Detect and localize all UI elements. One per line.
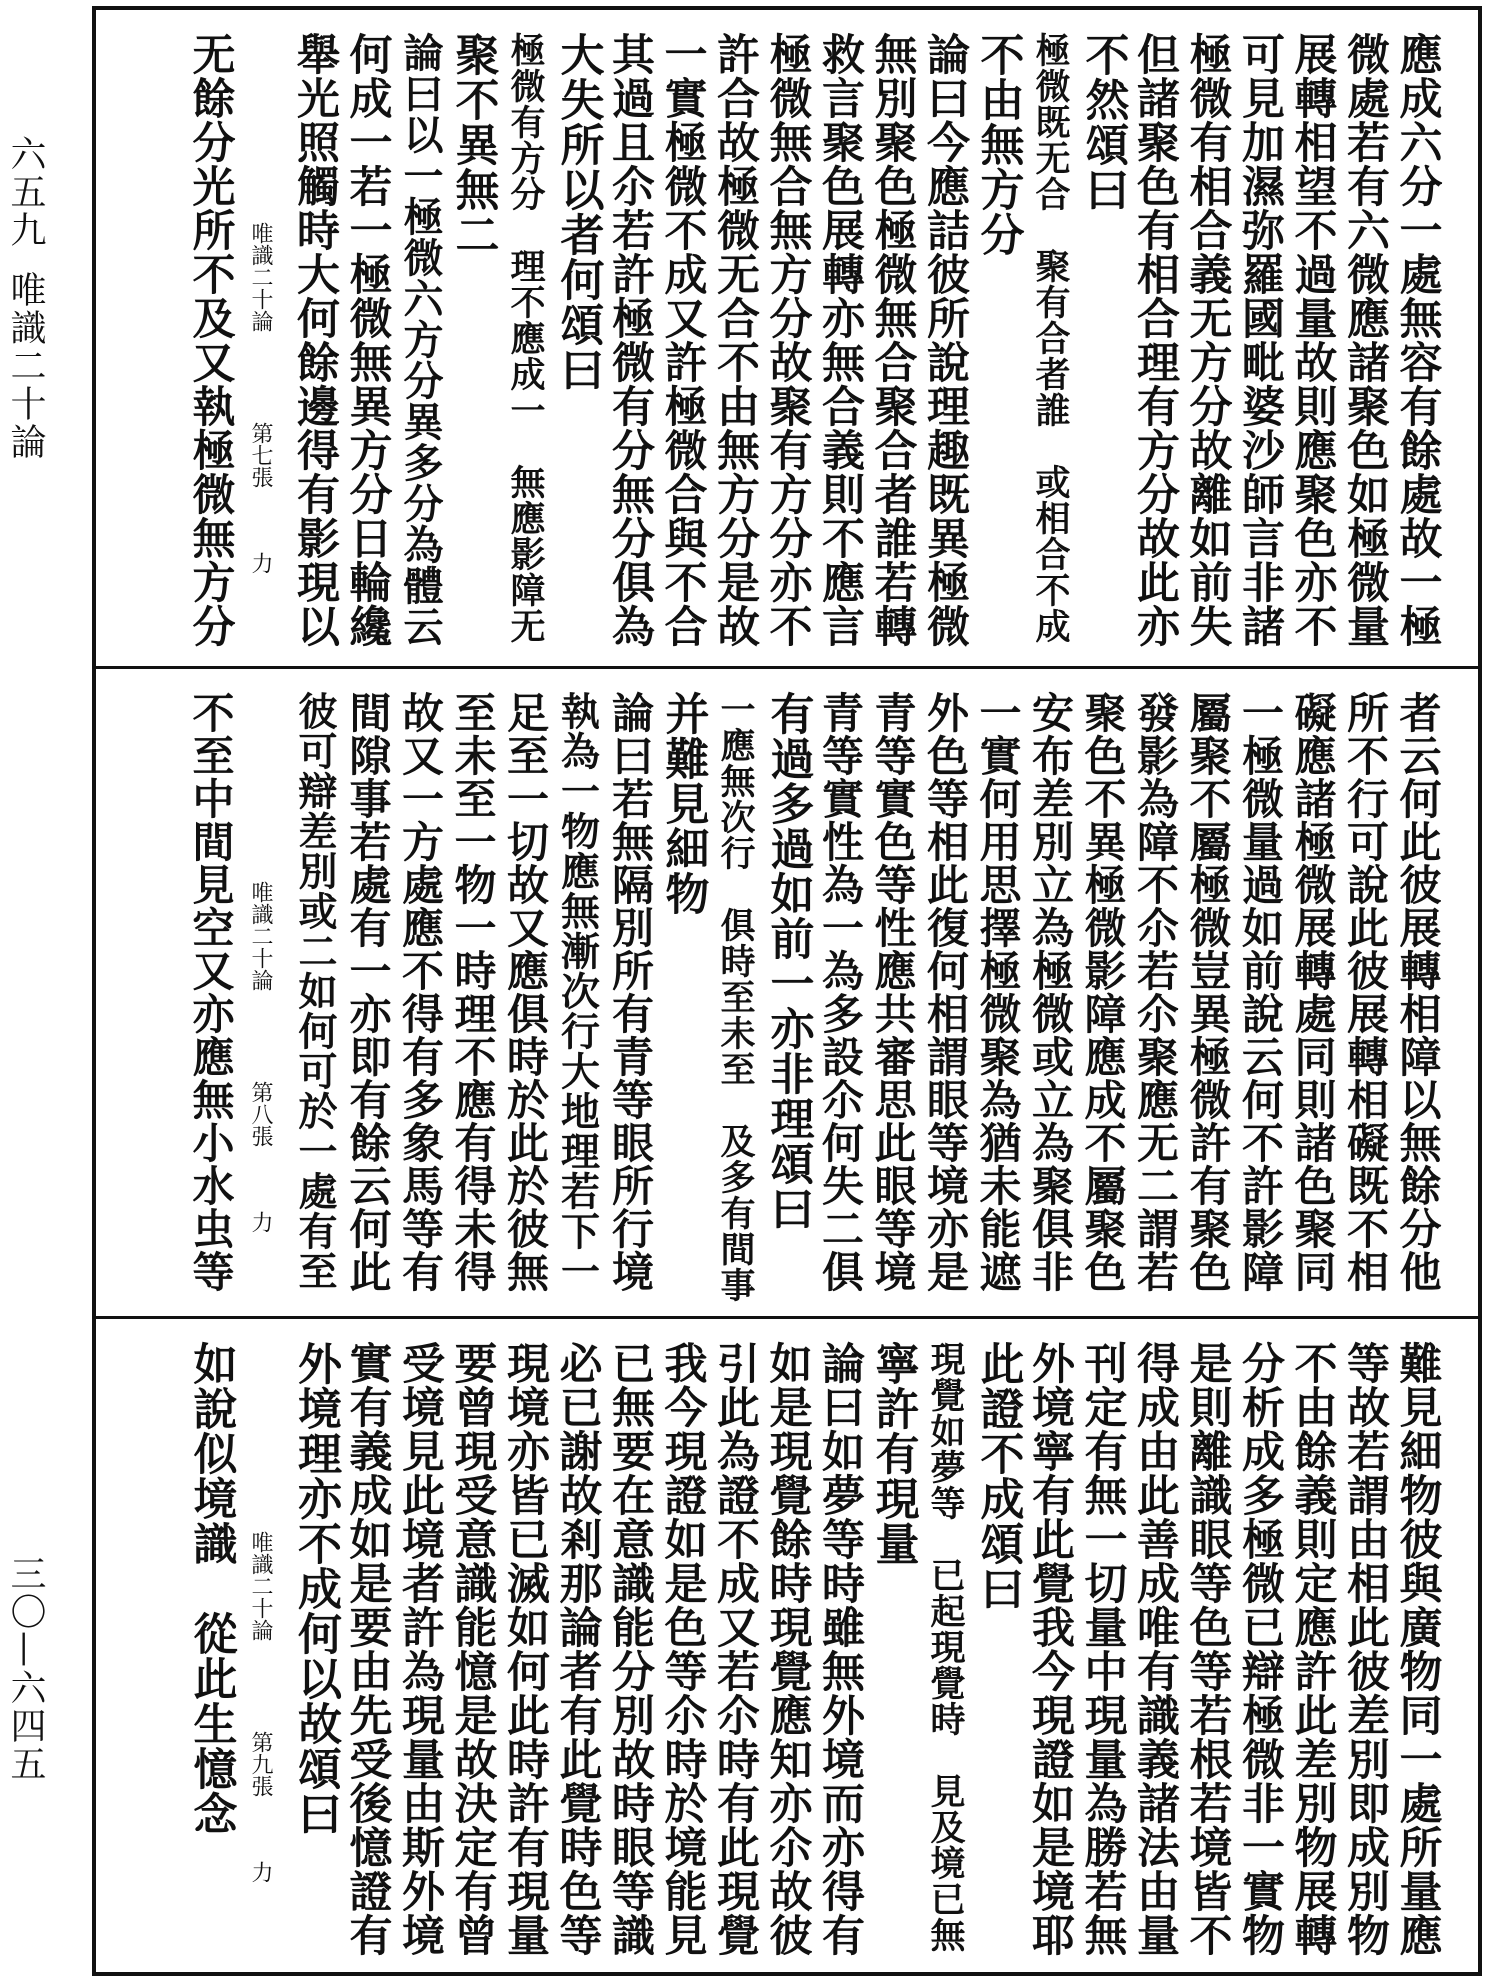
column-text: 外境理亦不成何以故頌曰 xyxy=(290,1341,341,1836)
column-text: 舉光照觸時大何餘邊得有影現以 xyxy=(290,32,340,648)
text-column xyxy=(604,691,657,1304)
text-column xyxy=(814,691,867,1304)
text-column xyxy=(709,1341,762,1960)
folio-carver-mark: 力 xyxy=(248,1861,273,1883)
column-text: 受境見此境者許為現量由斯外境 xyxy=(395,1341,445,1957)
text-column xyxy=(552,1341,605,1960)
column-text: 聚不異無二 xyxy=(447,32,499,257)
text-column xyxy=(1339,1341,1392,1960)
text-column xyxy=(867,32,920,654)
column-text: 得成由此善成唯有識義諸法由量 xyxy=(1130,1341,1180,1957)
text-column xyxy=(1339,691,1392,1304)
column-text: 有過多過如前一亦非理頌曰 xyxy=(762,691,814,1231)
column-text: 現境亦皆已滅如何此時許有現量 xyxy=(500,1341,550,1957)
text-column xyxy=(1024,32,1077,654)
folio-leaf-number: 第七張 xyxy=(248,422,273,488)
column-text: 寧許有現量 xyxy=(867,1341,919,1566)
text-column xyxy=(342,1341,395,1960)
text-column xyxy=(709,32,762,654)
text-column xyxy=(762,1341,815,1960)
column-text: 不由無方分 xyxy=(972,32,1024,257)
text-column xyxy=(762,32,815,654)
page-frame xyxy=(92,6,1482,1976)
text-column xyxy=(1077,691,1130,1304)
column-text: 何成一若一極微無異方分日輪纔 xyxy=(342,32,393,648)
text-column xyxy=(185,1341,238,1960)
column-text: 微處若有六微應諸聚色如極微量 xyxy=(1340,32,1390,648)
folio-carver-mark: 力 xyxy=(248,1211,273,1233)
column-text: 救言聚色展轉亦無合義則不應言 xyxy=(815,32,865,648)
text-column xyxy=(289,1341,342,1960)
text-column xyxy=(342,691,395,1304)
folio-leaf-number: 第八張 xyxy=(248,1081,273,1147)
text-column xyxy=(447,1341,500,1960)
text-column xyxy=(657,691,710,1304)
text-column xyxy=(1392,1341,1445,1960)
text-column xyxy=(1339,32,1392,654)
column-text: 論曰以一極微六方分異多分為體云 xyxy=(397,32,444,647)
column-text: 等故若謂由相此彼差別即成別物 xyxy=(1340,1341,1390,1957)
text-column xyxy=(1392,32,1445,654)
column-text: 極微無合無方分故聚有方分亦不 xyxy=(762,32,813,648)
column-text: 要曾現受意識能憶是故決定有曾 xyxy=(447,1341,498,1957)
text-column xyxy=(1287,691,1340,1304)
column-text: 青等實性為一為多設尒何失二俱 xyxy=(816,691,865,1293)
folio-carver-mark: 力 xyxy=(248,552,273,574)
column-text: 無別聚色極微無合聚合者誰若轉 xyxy=(867,32,918,648)
text-column xyxy=(499,1341,552,1960)
text-column xyxy=(394,1341,447,1960)
column-text: 外色等相此復何相謂眼等境亦是 xyxy=(921,691,970,1293)
column-text: 發影為障不尒若尒聚應无二謂若 xyxy=(1131,691,1180,1293)
text-column xyxy=(1234,32,1287,654)
folio-line xyxy=(237,32,289,654)
column-text: 彼可辯差別或二如何可於一處有至 xyxy=(292,691,338,1291)
column-text: 礙應諸極微展轉處同則諸色聚同 xyxy=(1288,691,1338,1293)
column-text: 至未至一物一時理不應有得未得 xyxy=(448,691,498,1293)
text-column xyxy=(394,691,447,1304)
text-column xyxy=(919,691,972,1304)
text-column xyxy=(814,1341,867,1960)
text-column xyxy=(1129,1341,1182,1960)
column-text: 青等實色等性應共審思此眼等境 xyxy=(868,691,918,1293)
text-columns xyxy=(185,691,1445,1304)
text-column xyxy=(814,32,867,654)
text-column xyxy=(447,32,500,654)
text-column xyxy=(342,32,395,654)
text-column xyxy=(1077,1341,1130,1960)
column-text: 論曰若無隔別所有青等眼所行境 xyxy=(606,691,655,1293)
column-text: 但諸聚色有相合理有方分故此亦 xyxy=(1130,32,1180,648)
column-text: 極微有相合義无方分故離如前失 xyxy=(1182,32,1233,648)
column-text: 可見加濕弥羅國毗婆沙師言非諸 xyxy=(1235,32,1285,648)
column-text: 分析成多極微已辯極微非一實物 xyxy=(1235,1341,1285,1957)
text-column xyxy=(1182,1341,1235,1960)
text-column xyxy=(1129,32,1182,654)
column-text: 現覺如夢等 已起現覺時 見及境已無 xyxy=(925,1341,966,1953)
text-columns xyxy=(185,1341,1445,1960)
column-text: 一應無次行 俱時至未至 及多有間事 xyxy=(715,691,756,1303)
text-column xyxy=(1287,32,1340,654)
running-head xyxy=(4,135,46,461)
text-column xyxy=(972,691,1025,1304)
column-text: 間隙事若處有一亦即有餘云何此 xyxy=(343,691,393,1293)
text-column xyxy=(972,32,1025,654)
column-text: 實有義成如是要由先受後憶證有 xyxy=(342,1341,393,1957)
text-column xyxy=(1182,32,1235,654)
column-text: 大失所以者何頌曰 xyxy=(552,32,604,392)
column-text: 所不行可說此彼展轉相礙既不相 xyxy=(1341,691,1390,1293)
column-text: 應成六分一處無容有餘處故一極 xyxy=(1392,32,1443,648)
column-text: 不至中間見空又亦應無小水虫等 xyxy=(186,691,236,1293)
folio-title: 唯識二十論 xyxy=(248,881,273,991)
text-column xyxy=(657,32,710,654)
text-column xyxy=(1024,691,1077,1304)
column-text: 必已謝故剎那論者有此覺時色等 xyxy=(552,1341,603,1957)
text-column xyxy=(499,691,552,1304)
column-text: 如說似境識 從此生憶念 xyxy=(185,1341,237,1836)
column-text: 一實極微不成又許極微合與不合 xyxy=(657,32,708,648)
folio-line xyxy=(237,1341,289,1960)
text-column xyxy=(1234,691,1287,1304)
column-text: 難見細物彼與廣物同一處所量應 xyxy=(1392,1341,1443,1957)
folio-title: 唯識二十論 xyxy=(248,222,273,332)
text-column xyxy=(499,32,552,654)
text-column xyxy=(552,32,605,654)
column-text: 許合故極微无合不由無方分是故 xyxy=(710,32,760,648)
running-title: 唯識二十論 xyxy=(5,271,46,461)
text-column xyxy=(972,1341,1025,1960)
text-column xyxy=(604,1341,657,1960)
text-column xyxy=(289,691,342,1304)
leaf-panel-9 xyxy=(96,1319,1478,1972)
text-columns xyxy=(185,32,1445,654)
column-text: 我今現證如是色等尒時於境能見 xyxy=(657,1341,708,1957)
column-text: 極微有方分 理不應成一 無應影障无 xyxy=(505,32,546,644)
text-column xyxy=(919,32,972,654)
column-text: 是則離識眼等色等若根若境皆不 xyxy=(1182,1341,1233,1957)
text-column xyxy=(394,32,447,654)
text-column xyxy=(1129,691,1182,1304)
text-column xyxy=(919,1341,972,1960)
folio-line xyxy=(237,691,289,1304)
volume-page-ref: 三〇—六四五 xyxy=(5,1555,46,1783)
column-text: 一極微量過如前說云何不許影障 xyxy=(1236,691,1285,1293)
column-text: 无餘分光所不及又執極微無方分 xyxy=(185,32,236,648)
column-text: 者云何此彼展轉相障以無餘分他 xyxy=(1393,691,1443,1293)
column-text: 故又一方處應不得有多象馬等有 xyxy=(396,691,445,1293)
folio-leaf-number: 第九張 xyxy=(248,1731,273,1797)
text-column xyxy=(1024,1341,1077,1960)
text-column xyxy=(604,32,657,654)
column-text: 聚色不異極微影障應成不屬聚色 xyxy=(1078,691,1128,1293)
text-column xyxy=(867,1341,920,1960)
column-text: 如是現覺餘時現覺應知亦尒故彼 xyxy=(762,1341,813,1957)
text-column xyxy=(657,1341,710,1960)
text-column xyxy=(447,691,500,1304)
column-text: 論曰今應詰彼所說理趣既異極微 xyxy=(920,32,970,648)
folio-title: 唯識二十論 xyxy=(248,1531,273,1641)
text-column xyxy=(289,32,342,654)
column-text: 足至一切故又應俱時於此於彼無 xyxy=(501,691,550,1293)
leaf-panel-7 xyxy=(96,10,1478,669)
column-text: 刊定有無一切量中現量為勝若無 xyxy=(1077,1341,1128,1957)
text-column xyxy=(552,691,605,1304)
text-column xyxy=(762,691,815,1304)
column-text: 引此為證不成又若尒時有此現覺 xyxy=(710,1341,760,1957)
column-text: 展轉相望不過量故則應聚色亦不 xyxy=(1287,32,1338,648)
column-text: 屬聚不屬極微豈異極微許有聚色 xyxy=(1183,691,1233,1293)
column-text: 執為一物應無漸次行大地理若下一 xyxy=(554,691,601,1291)
column-text: 其過且尒若許極微有分無分俱為 xyxy=(605,32,655,648)
column-text: 并難見細物 xyxy=(657,691,709,916)
text-column xyxy=(185,691,238,1304)
column-text: 極微既无合 聚有合者誰 或相合不成 xyxy=(1030,32,1071,644)
column-text: 不由餘義則定應許此差別物展轉 xyxy=(1287,1341,1338,1957)
column-text: 安布差別立為極微或立為聚俱非 xyxy=(1026,691,1075,1293)
column-text: 已無要在意識能分別故時眼等識 xyxy=(605,1341,655,1957)
leaf-panel-8 xyxy=(96,669,1478,1319)
text-column xyxy=(1077,32,1130,654)
column-text: 論曰如夢等時雖無外境而亦得有 xyxy=(815,1341,865,1957)
page-number: 六五九 xyxy=(5,135,46,249)
text-column xyxy=(1182,691,1235,1304)
text-column xyxy=(185,32,238,654)
text-column xyxy=(1392,691,1445,1304)
text-column xyxy=(867,691,920,1304)
text-column xyxy=(709,691,762,1304)
column-text: 不然頌曰 xyxy=(1077,32,1129,212)
column-text: 外境寧有此覺我今現證如是境耶 xyxy=(1025,1341,1075,1957)
text-column xyxy=(1287,1341,1340,1960)
column-text: 一實何用思擇極微聚為猶未能遮 xyxy=(973,691,1023,1293)
text-column xyxy=(1234,1341,1287,1960)
column-text: 此證不成頌曰 xyxy=(972,1341,1024,1611)
